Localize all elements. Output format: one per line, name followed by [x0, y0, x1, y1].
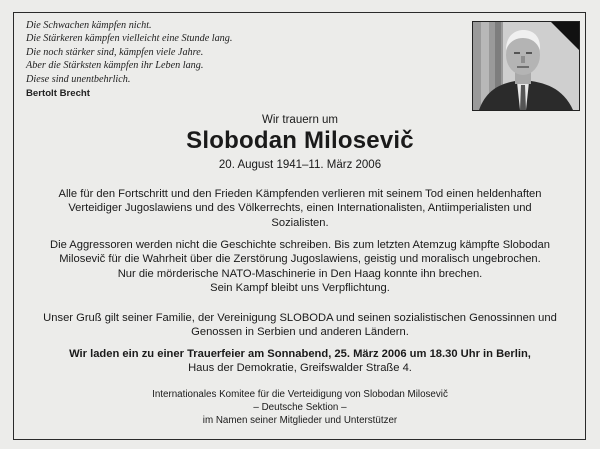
paragraph-line: Die Aggressoren werden nicht die Geschichte schreiben. Bis zum letzten Atemzug kämpfte Slobodan — [50, 239, 550, 251]
paragraph-line: Milosevič für die Wahrheit über die Zerstörung Jugoslawiens, geistig und moralisch ungebrochen. — [59, 253, 541, 266]
mourning-intro: Wir trauern um — [261, 114, 339, 126]
portrait-image — [473, 22, 579, 110]
brecht-quote — [26, 19, 356, 100]
paragraph-line: Verteidiger Jugoslawiens und des Völkerrechts, einen Internationalisten, Antiimperialisten und — [68, 202, 532, 215]
quote-author: Bertolt Brecht — [26, 88, 90, 100]
life-dates: 20. August 1941–11. März 2006 — [218, 159, 382, 171]
paragraph-line: Alle für den Fortschritt und den Frieden Kämpfenden verlieren mit seinem Tod einen heldenhaften — [58, 188, 542, 200]
signature-line: – Deutsche Sektion – — [253, 402, 347, 414]
signature-block — [100, 388, 500, 428]
signature-line: Internationales Komitee für die Verteidigung von Slobodan Milosevič — [152, 389, 448, 400]
venue-line: Haus der Demokratie, Greifswalder Straße 4. — [188, 362, 412, 375]
invitation-paragraph — [30, 347, 570, 376]
quote-line: Die Schwachen kämpfen nicht. — [26, 20, 152, 31]
quote-line: Diese sind unentbehrlich. — [26, 73, 131, 85]
signature-line: im Namen seiner Mitglieder und Unterstützer — [202, 415, 398, 427]
paragraph-line: Nur die mörderische NATO-Maschinerie in Den Haag konnte ihn brechen. — [117, 267, 483, 280]
quote-line: Die noch stärker sind, kämpfen viele Jahre. — [26, 46, 204, 58]
deceased-name: Slobodan Milosevič — [186, 127, 414, 154]
statement-paragraph — [30, 238, 570, 296]
paragraph-line: Sein Kampf bleibt uns Verpflichtung. — [210, 282, 390, 295]
paragraph-line: Genossen in Serbien und anderen Ländern. — [191, 326, 409, 339]
quote-line: Die Stärkeren kämpfen vielleicht eine Stunde lang. — [26, 33, 233, 45]
paragraph-line: Sozialisten. — [271, 216, 329, 229]
greeting-paragraph — [30, 311, 570, 340]
invitation-line: Wir laden ein zu einer Trauerfeier am Sonnabend, 25. März 2006 um 18.30 Uhr in Berlin, — [69, 348, 531, 360]
tribute-paragraph — [30, 187, 570, 230]
quote-line: Aber die Stärksten kämpfen ihr Leben lang. — [26, 60, 204, 72]
paragraph-line: Unser Gruß gilt seiner Familie, der Vereinigung SLOBODA und seinen sozialistischen Genossinnen und — [43, 312, 557, 324]
portrait-photo — [472, 21, 580, 111]
